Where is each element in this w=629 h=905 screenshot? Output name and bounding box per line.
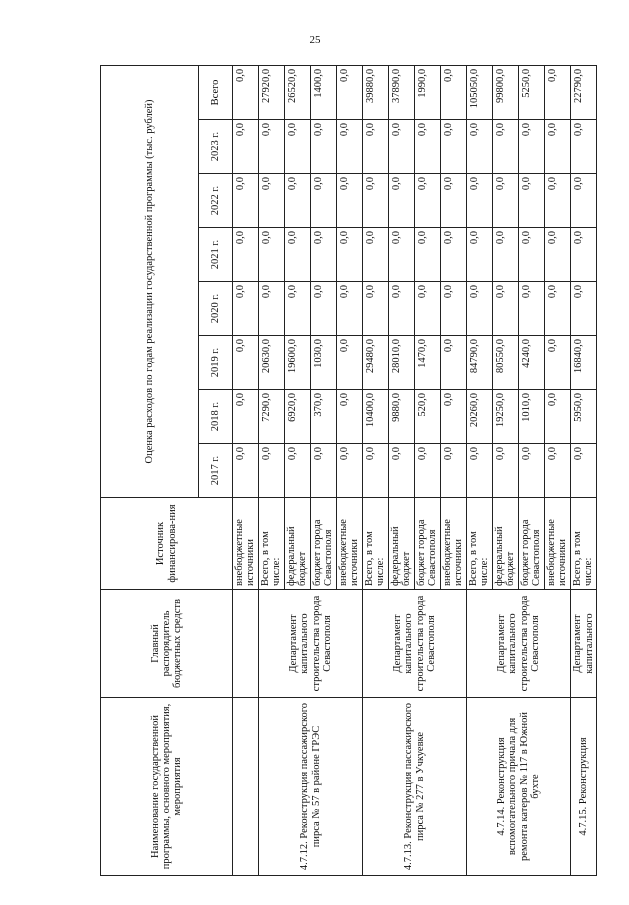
item-name <box>233 698 259 876</box>
value-cell: 0,0 <box>545 228 571 282</box>
value-cell: 0,0 <box>545 282 571 336</box>
value-cell: 1470,0 <box>415 336 441 390</box>
funding-source: внебюджетные источники <box>337 498 363 590</box>
value-cell: 0,0 <box>337 336 363 390</box>
value-cell: 0,0 <box>337 390 363 444</box>
value-cell: 1990,0 <box>415 65 441 119</box>
funding-source: Всего, в том числе: <box>259 498 285 590</box>
value-cell: 0,0 <box>519 120 545 174</box>
value-cell: 0,0 <box>493 174 519 228</box>
item-manager: Департамент капитального <box>571 590 597 698</box>
value-cell: 0,0 <box>571 228 597 282</box>
value-cell: 0,0 <box>285 174 311 228</box>
value-cell: 0,0 <box>337 444 363 498</box>
value-cell: 27920,0 <box>259 65 285 119</box>
value-cell: 0,0 <box>441 390 467 444</box>
funding-source: внебюджетные источники <box>233 498 259 590</box>
value-cell: 0,0 <box>571 120 597 174</box>
value-cell: 0,0 <box>233 228 259 282</box>
value-cell: 1010,0 <box>519 390 545 444</box>
value-cell: 0,0 <box>441 120 467 174</box>
value-cell: 0,0 <box>545 120 571 174</box>
value-cell: 0,0 <box>493 282 519 336</box>
value-cell: 0,0 <box>363 228 389 282</box>
value-cell: 0,0 <box>571 444 597 498</box>
value-cell: 0,0 <box>311 120 337 174</box>
value-cell: 0,0 <box>311 444 337 498</box>
header-manager: Главный распорядитель бюджетных средств <box>101 590 233 698</box>
value-cell: 10400,0 <box>363 390 389 444</box>
value-cell: 9880,0 <box>389 390 415 444</box>
table-row <box>571 65 597 875</box>
value-cell: 0,0 <box>337 65 363 119</box>
value-cell: 0,0 <box>441 174 467 228</box>
header-year: 2023 г. <box>199 120 233 174</box>
value-cell: 5250,0 <box>519 65 545 119</box>
value-cell: 0,0 <box>363 444 389 498</box>
funding-source: бюджет города Севастополя <box>311 498 337 590</box>
value-cell: 0,0 <box>519 174 545 228</box>
value-cell: 0,0 <box>493 228 519 282</box>
value-cell: 0,0 <box>363 282 389 336</box>
table-row <box>233 65 259 875</box>
value-cell: 0,0 <box>571 282 597 336</box>
value-cell: 19250,0 <box>493 390 519 444</box>
value-cell: 0,0 <box>441 336 467 390</box>
value-cell: 0,0 <box>285 228 311 282</box>
value-cell: 84790,0 <box>467 336 493 390</box>
funding-source: бюджет города Севастополя <box>415 498 441 590</box>
value-cell: 0,0 <box>259 228 285 282</box>
item-manager: Департамент капитального строительства города Севастополя <box>363 590 467 698</box>
item-manager <box>233 590 259 698</box>
funding-source: бюджет города Севастополя <box>519 498 545 590</box>
value-cell: 0,0 <box>415 444 441 498</box>
value-cell: 0,0 <box>233 444 259 498</box>
value-cell: 0,0 <box>441 228 467 282</box>
value-cell: 0,0 <box>493 120 519 174</box>
value-cell: 0,0 <box>519 228 545 282</box>
value-cell: 22790,0 <box>571 65 597 119</box>
value-cell: 0,0 <box>545 174 571 228</box>
value-cell: 0,0 <box>389 444 415 498</box>
value-cell: 0,0 <box>285 444 311 498</box>
value-cell: 0,0 <box>311 174 337 228</box>
value-cell: 5950,0 <box>571 390 597 444</box>
value-cell: 0,0 <box>337 282 363 336</box>
funding-source: федеральный бюджет <box>285 498 311 590</box>
value-cell: 1400,0 <box>311 65 337 119</box>
value-cell: 0,0 <box>389 174 415 228</box>
header-year: 2017 г. <box>199 444 233 498</box>
value-cell: 0,0 <box>233 174 259 228</box>
header-year: 2022 г. <box>199 174 233 228</box>
value-cell: 99800,0 <box>493 65 519 119</box>
value-cell: 0,0 <box>285 120 311 174</box>
value-cell: 0,0 <box>467 444 493 498</box>
value-cell: 0,0 <box>467 174 493 228</box>
value-cell: 0,0 <box>493 444 519 498</box>
header-source: Источник финансирова-ния <box>101 498 233 590</box>
table-row <box>259 65 285 875</box>
value-cell: 0,0 <box>337 228 363 282</box>
value-cell: 0,0 <box>571 174 597 228</box>
value-cell: 7290,0 <box>259 390 285 444</box>
value-cell: 0,0 <box>545 390 571 444</box>
page-number: 25 <box>309 34 321 46</box>
value-cell: 0,0 <box>545 65 571 119</box>
header-year: 2018 г. <box>199 390 233 444</box>
value-cell: 19600,0 <box>285 336 311 390</box>
item-name: 4.7.15. Реконструкция <box>571 698 597 876</box>
value-cell: 0,0 <box>311 228 337 282</box>
value-cell: 0,0 <box>233 282 259 336</box>
value-cell: 0,0 <box>259 444 285 498</box>
value-cell: 0,0 <box>285 282 311 336</box>
value-cell: 0,0 <box>441 65 467 119</box>
value-cell: 0,0 <box>363 120 389 174</box>
header-year: 2021 г. <box>199 228 233 282</box>
value-cell: 0,0 <box>545 444 571 498</box>
value-cell: 0,0 <box>233 120 259 174</box>
value-cell: 0,0 <box>415 120 441 174</box>
item-name: 4.7.12. Реконструкция пассажирского пирса № 57 в районе ГРЭС <box>259 698 363 876</box>
budget-table <box>100 65 597 876</box>
header-year: 2019 г. <box>199 336 233 390</box>
value-cell: 0,0 <box>415 174 441 228</box>
value-cell: 520,0 <box>415 390 441 444</box>
value-cell: 0,0 <box>389 120 415 174</box>
funding-source: внебюджетные источники <box>441 498 467 590</box>
value-cell: 16840,0 <box>571 336 597 390</box>
value-cell: 0,0 <box>415 228 441 282</box>
funding-source: внебюджетные источники <box>545 498 571 590</box>
header-estimate: Оценка расходов по годам реализации государственной программы (тыс. рублей) <box>101 65 199 497</box>
value-cell: 0,0 <box>441 444 467 498</box>
value-cell: 0,0 <box>337 174 363 228</box>
header-total: Всего <box>199 65 233 119</box>
value-cell: 105050,0 <box>467 65 493 119</box>
value-cell: 0,0 <box>233 65 259 119</box>
value-cell: 0,0 <box>415 282 441 336</box>
value-cell: 29480,0 <box>363 336 389 390</box>
value-cell: 0,0 <box>389 282 415 336</box>
rotated-table-container <box>100 66 597 876</box>
funding-source: Всего, в том числе: <box>363 498 389 590</box>
value-cell: 0,0 <box>259 120 285 174</box>
value-cell: 39880,0 <box>363 65 389 119</box>
value-cell: 0,0 <box>441 282 467 336</box>
item-name: 4.7.14. Реконструкция вспомогательного причала для ремонта катеров № 117 в Южной бухте <box>467 698 571 876</box>
funding-source: федеральный бюджет <box>493 498 519 590</box>
value-cell: 0,0 <box>337 120 363 174</box>
value-cell: 0,0 <box>233 336 259 390</box>
value-cell: 0,0 <box>259 282 285 336</box>
item-name: 4.7.13. Реконструкция пассажирского пирса № 277 в Учкуевке <box>363 698 467 876</box>
value-cell: 0,0 <box>519 282 545 336</box>
header-year: 2020 г. <box>199 282 233 336</box>
funding-source: федеральный бюджет <box>389 498 415 590</box>
value-cell: 0,0 <box>519 444 545 498</box>
value-cell: 37890,0 <box>389 65 415 119</box>
value-cell: 20260,0 <box>467 390 493 444</box>
table-row <box>467 65 493 875</box>
value-cell: 0,0 <box>363 174 389 228</box>
table-row <box>363 65 389 875</box>
value-cell: 0,0 <box>467 282 493 336</box>
value-cell: 28010,0 <box>389 336 415 390</box>
value-cell: 6920,0 <box>285 390 311 444</box>
item-manager: Департамент капитального строительства города Севастополя <box>467 590 571 698</box>
header-name: Наименование государственной программы, основного мероприятия, мероприятия <box>101 698 233 876</box>
value-cell: 0,0 <box>233 390 259 444</box>
value-cell: 26520,0 <box>285 65 311 119</box>
value-cell: 0,0 <box>389 228 415 282</box>
value-cell: 0,0 <box>259 174 285 228</box>
funding-source: Всего, в том числе: <box>571 498 597 590</box>
value-cell: 0,0 <box>467 120 493 174</box>
value-cell: 0,0 <box>467 228 493 282</box>
value-cell: 80550,0 <box>493 336 519 390</box>
value-cell: 0,0 <box>311 282 337 336</box>
value-cell: 4240,0 <box>519 336 545 390</box>
value-cell: 20630,0 <box>259 336 285 390</box>
funding-source: Всего, в том числе: <box>467 498 493 590</box>
value-cell: 1030,0 <box>311 336 337 390</box>
value-cell: 370,0 <box>311 390 337 444</box>
value-cell: 0,0 <box>545 336 571 390</box>
item-manager: Департамент капитального строительства города Севастополя <box>259 590 363 698</box>
